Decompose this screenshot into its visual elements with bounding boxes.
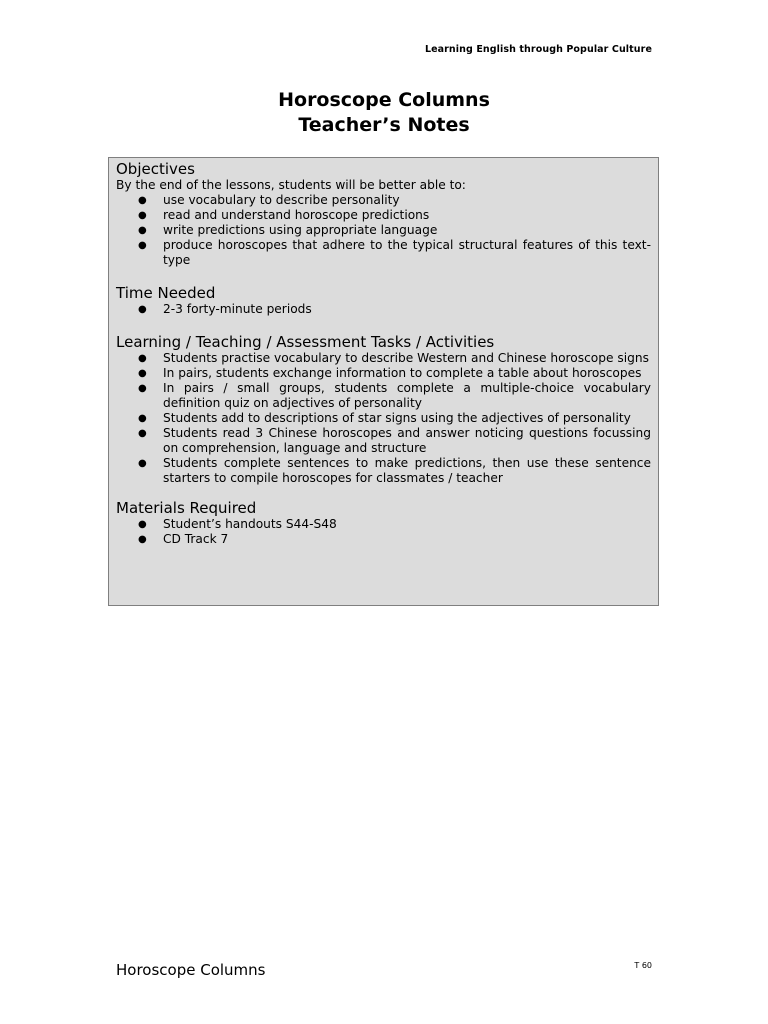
objectives-intro: By the end of the lessons, students will be better able to: xyxy=(116,178,466,192)
bullet-icon: ● xyxy=(138,195,147,206)
bullet-icon: ● xyxy=(138,534,147,545)
objectives-heading: Objectives xyxy=(116,160,195,178)
list-item: ● Student’s handouts S44-S48 xyxy=(138,517,337,531)
bullet-icon: ● xyxy=(138,458,147,469)
list-item: ● Students read 3 Chinese horoscopes and answer noticing questions focussing on comprehension, language and structure xyxy=(138,426,651,455)
list-item: ● Students complete sentences to make predictions, then use these sentence starters to compile horoscopes for classmates / teacher xyxy=(138,456,651,485)
list-item: ● Students add to descriptions of star signs using the adjectives of personality xyxy=(138,411,631,425)
list-item: ● use vocabulary to describe personality xyxy=(138,193,400,207)
bullet-icon: ● xyxy=(138,210,147,221)
bullet-icon: ● xyxy=(138,353,147,364)
bullet-icon: ● xyxy=(138,304,147,315)
title-line-2: Teacher’s Notes xyxy=(298,114,470,136)
list-item: ● In pairs / small groups, students complete a multiple-choice vocabulary definition quiz on adjectives of personality xyxy=(138,381,651,410)
materials-heading: Materials Required xyxy=(116,499,257,517)
document-title xyxy=(0,88,768,138)
bullet-icon: ● xyxy=(138,383,147,394)
time-needed-list xyxy=(116,302,651,317)
bullet-icon: ● xyxy=(138,428,147,439)
list-item: ● CD Track 7 xyxy=(138,532,229,546)
activities-heading: Learning / Teaching / Assessment Tasks / Activities xyxy=(116,333,495,351)
list-item: ● read and understand horoscope predictions xyxy=(138,208,430,222)
list-item: ● write predictions using appropriate language xyxy=(138,223,438,237)
list-item: ● produce horoscopes that adhere to the typical structural features of this text-type xyxy=(138,238,651,267)
materials-list xyxy=(116,517,651,547)
title-line-1: Horoscope Columns xyxy=(278,89,490,111)
list-item: ● Students practise vocabulary to describe Western and Chinese horoscope signs xyxy=(138,351,649,365)
activities-list xyxy=(116,351,651,486)
footer-title: Horoscope Columns xyxy=(116,961,266,979)
teachers-notes-box xyxy=(108,157,659,606)
running-head: Learning English through Popular Culture xyxy=(424,44,652,55)
bullet-icon: ● xyxy=(138,519,147,530)
bullet-icon: ● xyxy=(138,368,147,379)
bullet-icon: ● xyxy=(138,240,147,251)
bullet-icon: ● xyxy=(138,225,147,236)
bullet-icon: ● xyxy=(138,413,147,424)
objectives-list xyxy=(116,193,651,268)
list-item: ● 2-3 forty-minute periods xyxy=(138,302,312,316)
time-needed-heading: Time Needed xyxy=(116,284,216,302)
page-number: T 60 xyxy=(634,961,652,970)
list-item: ● In pairs, students exchange information to complete a table about horoscopes xyxy=(138,366,642,380)
